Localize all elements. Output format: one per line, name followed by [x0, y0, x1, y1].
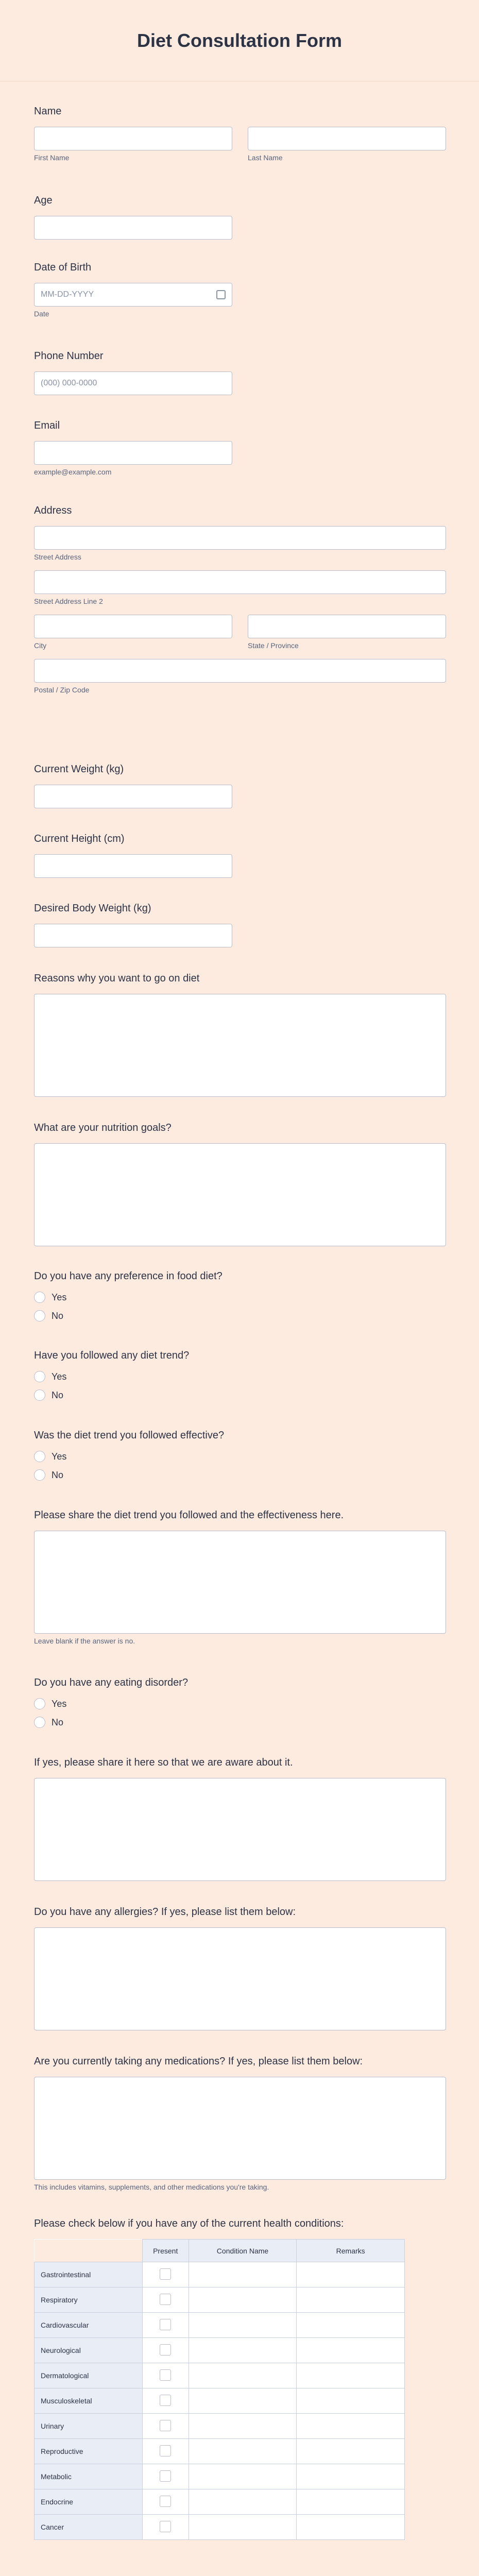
- health-remarks-cell[interactable]: [297, 2489, 405, 2515]
- weight-input[interactable]: [34, 785, 232, 808]
- health-row-label: Respiratory: [35, 2287, 143, 2313]
- goals-textarea[interactable]: [34, 1143, 446, 1246]
- health-condition-cell[interactable]: [189, 2439, 297, 2464]
- state-input[interactable]: [248, 615, 446, 638]
- pref-label: Do you have any preference in food diet?: [34, 1270, 223, 1282]
- health-condition-cell[interactable]: [189, 2287, 297, 2313]
- health-present-checkbox[interactable]: [160, 2496, 171, 2507]
- health-present-checkbox[interactable]: [160, 2294, 171, 2305]
- dob-field: [34, 262, 446, 318]
- city-sub: City: [34, 641, 47, 650]
- health-present-checkbox[interactable]: [160, 2344, 171, 2355]
- street-sub: Street Address: [34, 553, 81, 561]
- age-input[interactable]: [34, 216, 232, 240]
- health-condition-cell[interactable]: [189, 2515, 297, 2540]
- health-remarks-cell[interactable]: [297, 2439, 405, 2464]
- height-input[interactable]: [34, 854, 232, 878]
- health-row: [35, 2338, 405, 2363]
- eating-share-label: If yes, please share it here so that we are aware about it.: [34, 1757, 293, 1768]
- desired-field: [34, 903, 446, 947]
- last-name-sub: Last Name: [248, 154, 283, 162]
- allergies-textarea[interactable]: [34, 1927, 446, 2030]
- weight-field: [34, 764, 446, 808]
- street2-sub: Street Address Line 2: [34, 597, 103, 605]
- effective-yes[interactable]: Yes: [34, 1451, 446, 1462]
- health-row-label: Cancer: [35, 2515, 143, 2540]
- health-row: [35, 2262, 405, 2287]
- name-label: Name: [34, 106, 62, 117]
- meds-sub: This includes vitamins, supplements, and other medications you're taking.: [34, 2183, 269, 2191]
- meds-field: [34, 2056, 446, 2191]
- health-row-label: Metabolic: [35, 2464, 143, 2489]
- health-remarks-cell[interactable]: [297, 2262, 405, 2287]
- health-present-checkbox[interactable]: [160, 2470, 171, 2482]
- health-present-checkbox[interactable]: [160, 2369, 171, 2381]
- health-row: [35, 2414, 405, 2439]
- health-row-label: Dermatological: [35, 2363, 143, 2388]
- dob-input[interactable]: [34, 283, 232, 307]
- first-name-input[interactable]: [34, 127, 232, 150]
- eating-field: [34, 1677, 446, 1735]
- street-input[interactable]: [34, 526, 446, 550]
- height-field: [34, 833, 446, 878]
- reasons-field: [34, 973, 446, 1097]
- health-remarks-cell[interactable]: [297, 2414, 405, 2439]
- health-row: [35, 2287, 405, 2313]
- health-condition-cell[interactable]: [189, 2414, 297, 2439]
- health-row-label: Musculoskeletal: [35, 2388, 143, 2414]
- email-sub: example@example.com: [34, 468, 112, 476]
- health-condition-cell[interactable]: [189, 2313, 297, 2338]
- dob-sub: Date: [34, 310, 49, 318]
- street2-input[interactable]: [34, 570, 446, 594]
- health-label: Please check below if you have any of the current health conditions:: [34, 2218, 344, 2229]
- health-row-label: Urinary: [35, 2414, 143, 2439]
- phone-field: [34, 350, 446, 395]
- health-row: [35, 2363, 405, 2388]
- desired-label: Desired Body Weight (kg): [34, 903, 151, 914]
- phone-input[interactable]: [34, 371, 232, 395]
- postal-sub: Postal / Zip Code: [34, 686, 90, 694]
- health-condition-cell[interactable]: [189, 2388, 297, 2414]
- name-field: [34, 106, 446, 162]
- health-remarks-cell[interactable]: [297, 2515, 405, 2540]
- postal-input[interactable]: [34, 659, 446, 683]
- eating-no[interactable]: No: [34, 1717, 446, 1728]
- address-label: Address: [34, 505, 72, 516]
- pref-no[interactable]: No: [34, 1310, 446, 1321]
- form-title: Diet Consultation Form: [137, 29, 342, 51]
- share-textarea[interactable]: [34, 1531, 446, 1634]
- age-label: Age: [34, 195, 53, 206]
- effective-no[interactable]: No: [34, 1469, 446, 1481]
- health-present-checkbox[interactable]: [160, 2420, 171, 2431]
- email-input[interactable]: [34, 441, 232, 465]
- meds-label: Are you currently taking any medications? If yes, please list them below:: [34, 2056, 363, 2067]
- health-remarks-cell[interactable]: [297, 2313, 405, 2338]
- health-present-checkbox[interactable]: [160, 2521, 171, 2532]
- city-input[interactable]: [34, 615, 232, 638]
- health-remarks-cell[interactable]: [297, 2464, 405, 2489]
- height-label: Current Height (cm): [34, 833, 125, 844]
- health-row-label: Reproductive: [35, 2439, 143, 2464]
- health-condition-cell[interactable]: [189, 2262, 297, 2287]
- share-label: Please share the diet trend you followed and the effectiveness here.: [34, 1510, 344, 1521]
- health-present-checkbox[interactable]: [160, 2268, 171, 2280]
- health-field: [34, 2218, 446, 2540]
- health-row: [35, 2439, 405, 2464]
- address-field: [34, 505, 446, 694]
- dob-placeholder: MM-DD-YYYY: [41, 290, 94, 299]
- health-col: Remarks: [297, 2240, 405, 2262]
- health-row: [35, 2515, 405, 2540]
- health-present-checkbox[interactable]: [160, 2445, 171, 2456]
- allergies-label: Do you have any allergies? If yes, please list them below:: [34, 1906, 296, 1918]
- share-sub: Leave blank if the answer is no.: [34, 1637, 135, 1645]
- phone-label: Phone Number: [34, 350, 104, 362]
- allergies-field: [34, 1906, 446, 2030]
- health-remarks-cell[interactable]: [297, 2388, 405, 2414]
- phone-placeholder: (000) 000-0000: [41, 379, 97, 387]
- health-row-label: Neurological: [35, 2338, 143, 2363]
- trend-yes[interactable]: Yes: [34, 1371, 446, 1382]
- dob-label: Date of Birth: [34, 262, 92, 273]
- email-label: Email: [34, 420, 60, 431]
- health-row: [35, 2464, 405, 2489]
- weight-label: Current Weight (kg): [34, 764, 124, 775]
- health-col: Condition Name: [189, 2240, 297, 2262]
- pref-yes[interactable]: Yes: [34, 1292, 446, 1303]
- health-col: Present: [142, 2240, 189, 2262]
- health-row-label: Gastrointestinal: [35, 2262, 143, 2287]
- health-remarks-cell[interactable]: [297, 2363, 405, 2388]
- trend-field: [34, 1350, 446, 1408]
- meds-textarea[interactable]: [34, 2077, 446, 2180]
- desired-input[interactable]: [34, 924, 232, 947]
- eating-yes[interactable]: Yes: [34, 1698, 446, 1709]
- reasons-label: Reasons why you want to go on diet: [34, 973, 200, 984]
- health-table: [34, 2239, 405, 2540]
- first-name-sub: First Name: [34, 154, 70, 162]
- health-condition-cell[interactable]: [189, 2363, 297, 2388]
- last-name-input[interactable]: [248, 127, 446, 150]
- health-row: [35, 2313, 405, 2338]
- health-row-label: Cardiovascular: [35, 2313, 143, 2338]
- health-row: [35, 2489, 405, 2515]
- reasons-textarea[interactable]: [34, 994, 446, 1097]
- goals-label: What are your nutrition goals?: [34, 1122, 172, 1133]
- health-present-checkbox[interactable]: [160, 2395, 171, 2406]
- trend-no[interactable]: No: [34, 1389, 446, 1401]
- goals-field: [34, 1122, 446, 1246]
- health-condition-cell[interactable]: [189, 2338, 297, 2363]
- trend-label: Have you followed any diet trend?: [34, 1350, 190, 1361]
- health-remarks-cell[interactable]: [297, 2287, 405, 2313]
- age-field: [34, 195, 446, 240]
- health-remarks-cell[interactable]: [297, 2338, 405, 2363]
- share-field: [34, 1510, 446, 1645]
- health-present-checkbox[interactable]: [160, 2319, 171, 2330]
- health-condition-cell[interactable]: [189, 2464, 297, 2489]
- health-row-label: Endocrine: [35, 2489, 143, 2515]
- effective-field: [34, 1430, 446, 1488]
- form-header: [0, 0, 479, 81]
- effective-label: Was the diet trend you followed effective?: [34, 1430, 225, 1441]
- calendar-icon[interactable]: [216, 290, 226, 299]
- health-row: [35, 2388, 405, 2414]
- state-sub: State / Province: [248, 641, 299, 650]
- eating-share-field: [34, 1757, 446, 1881]
- eating-label: Do you have any eating disorder?: [34, 1677, 189, 1688]
- eating-share-textarea[interactable]: [34, 1778, 446, 1881]
- email-field: [34, 420, 446, 476]
- pref-field: [34, 1270, 446, 1329]
- health-condition-cell[interactable]: [189, 2489, 297, 2515]
